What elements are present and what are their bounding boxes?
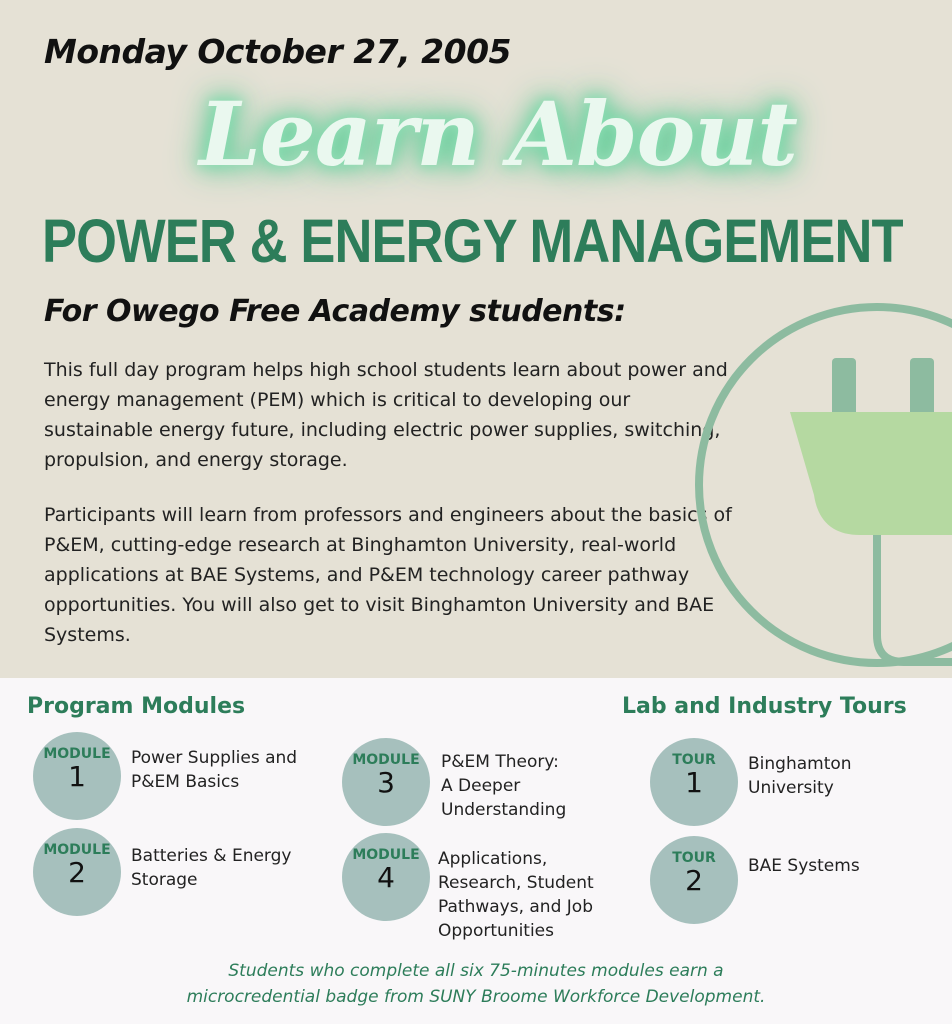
module-tag: MODULE — [352, 752, 420, 768]
tour-label: Binghamton University — [748, 754, 852, 798]
intro-paragraph-1: This full day program helps high school students learn about power and energy management (PEM) which is critical to developing our sustainable energy future, including electric power supplies, switching, propulsion, and energy storage. — [44, 359, 728, 471]
tours-title: Lab and Industry Tours — [622, 694, 907, 719]
footer-line-2: microcredential badge from SUNY Broome Workforce Development. — [186, 987, 766, 1007]
audience-subhead: For Owego Free Academy students: — [44, 294, 626, 329]
module-number: 2 — [68, 856, 86, 889]
tour-number: 1 — [685, 766, 703, 799]
module-tag: MODULE — [43, 842, 111, 858]
modules-section — [0, 678, 952, 1024]
tour-label: BAE Systems — [748, 856, 860, 876]
module-label: Batteries & Energy Storage — [131, 846, 292, 890]
module-label: Power Supplies and P&EM Basics — [131, 748, 298, 792]
footer-line-1: Students who complete all six 75-minutes modules earn a — [228, 961, 724, 981]
script-title: Learn About — [199, 82, 797, 186]
program-modules-title: Program Modules — [27, 694, 246, 719]
module-label: P&EM Theory: A Deeper Understanding — [441, 752, 567, 820]
module-number: 4 — [377, 861, 395, 894]
tour-badge — [650, 738, 738, 826]
tour-number: 2 — [685, 864, 703, 897]
event-date: Monday October 27, 2005 — [44, 32, 511, 71]
module-tag: MODULE — [352, 847, 420, 863]
tour-tag: TOUR — [672, 850, 716, 866]
headline: POWER & ENERGY MANAGEMENT — [42, 207, 903, 275]
intro-paragraph-2: Participants will learn from professors and engineers about the basics of P&EM, cutting-edge research at Binghamton University, real-world applications at BAE Systems, and P&EM technology career pathway opportunities. You will also get to visit Binghamton University and BAE Systems. — [44, 504, 732, 646]
module-number: 1 — [68, 760, 86, 793]
module-badge — [33, 732, 121, 820]
plug-cord — [877, 535, 952, 662]
tour-tag: TOUR — [672, 752, 716, 768]
module-badge — [33, 828, 121, 916]
tour-badge — [650, 836, 738, 924]
module-tag: MODULE — [43, 746, 111, 762]
plug-body — [790, 412, 952, 535]
module-number: 3 — [377, 766, 395, 799]
module-badge — [342, 738, 430, 826]
footer-note — [0, 958, 952, 1010]
plug-icon — [692, 290, 952, 678]
module-label: Applications, Research, Student Pathways, and Job Opportunities — [438, 849, 594, 941]
module-badge — [342, 833, 430, 921]
